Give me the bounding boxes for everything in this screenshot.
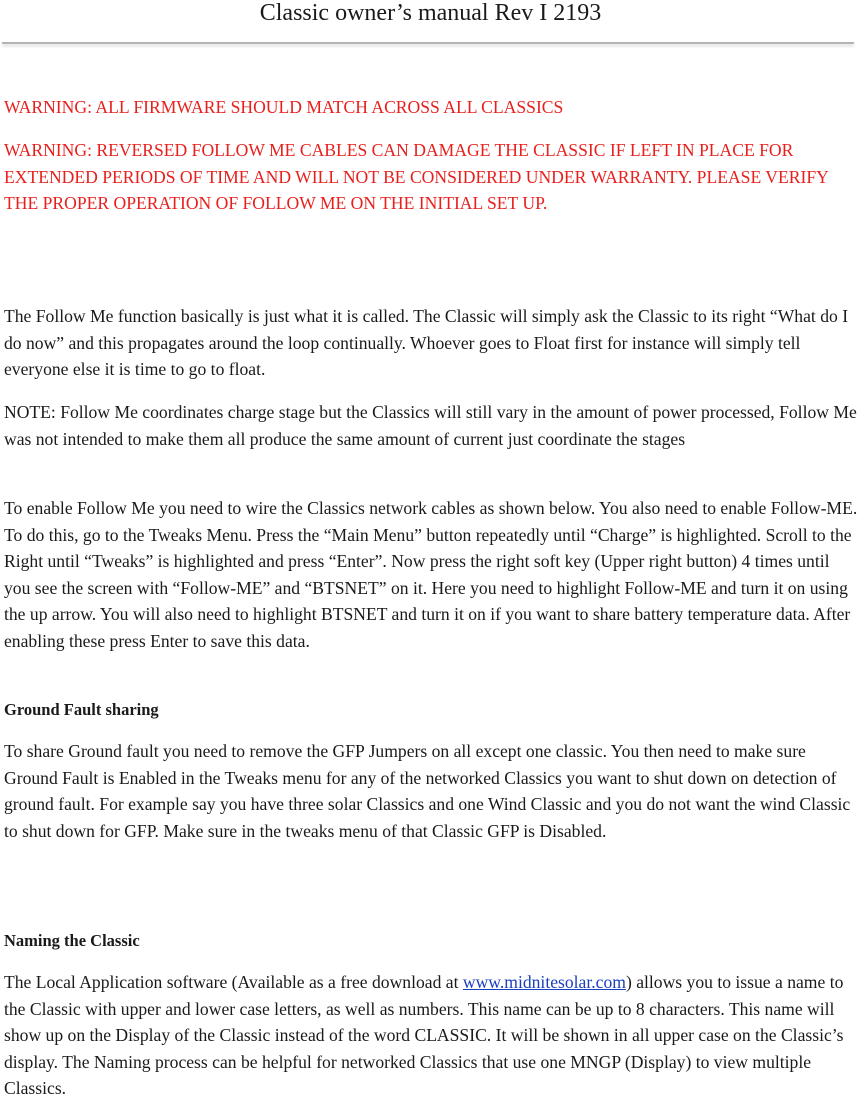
ground-fault-paragraph: To share Ground fault you need to remove the GFP Jumpers on all except one classic. You then need to make sure Ground Fault is Enabled in the Tweaks menu for any of the networked Classics you want to shut down on detection of ground fault. For example say you have three solar Classics and one Wind Classic and you do not want the wind Classic to shut down for GFP. Make sure in the tweaks menu of that Classic GFP is Disabled. — [4, 741, 851, 841]
follow-me-cable-warning: WARNING: REVERSED FOLLOW ME CABLES CAN DAMAGE THE CLASSIC IF LEFT IN PLACE FOR EXTENDED PERIODS OF TIME AND WILL NOT BE CONSIDERED UNDER WARRANTY. PLEASE VERIFY THE PROPER OPERATION OF FOLLOW ME ON THE INITIAL SET UP. — [4, 140, 829, 213]
follow-me-note-paragraph: NOTE: Follow Me coordinates charge stage but the Classics will still vary in the amount of power processed, Follow Me was not intended to make them all produce the same amount of current just coordinate the stages — [4, 402, 857, 449]
ground-fault-heading: Ground Fault sharing — [4, 700, 159, 719]
title-divider — [2, 42, 854, 44]
follow-me-intro-paragraph: The Follow Me function basically is just what it is called. The Classic will simply ask the Classic to its right “What do I do now” and this propagates around the loop continually. Whoever goes to Float first for instance will simply tell everyone else it is time to go to float. — [4, 306, 849, 379]
page-title: Classic owner’s manual Rev I 2193 — [259, 0, 602, 26]
naming-heading: Naming the Classic — [4, 931, 140, 950]
naming-text-start: The Local Application software (Available as a free download at — [4, 972, 463, 992]
naming-paragraph — [4, 969, 859, 1102]
enable-follow-me-paragraph: To enable Follow Me you need to wire the Classics network cables as shown below. You also need to enable Follow-ME. To do this, go to the Tweaks Menu. Press the “Main Menu” button repeatedly until “Charge” is highlighted. Scroll to the Right until “Tweaks” is highlighted and press “Enter”. Now press the right soft key (Upper right button) 4 times until you see the screen with “Follow-ME” and “BTSNET” on it. Here you need to highlight Follow-ME and turn it on using the up arrow. You will also need to highlight BTSNET and turn it on if you want to share battery temperature data. After enabling these press Enter to save this data. — [4, 498, 858, 651]
firmware-warning: WARNING: ALL FIRMWARE SHOULD MATCH ACROSS ALL CLASSICS — [4, 97, 564, 117]
naming-text-end: ) allows you to issue a name to the Classic with upper and lower case letters, as well as numbers. This name can be up to 8 characters. This name will show up on the Display of the Classic instead of the word CLASSIC. It will be shown in all upper case on the Classic’s display. The Naming process can be helpful for networked Classics that use one MNGP (Display) to view multiple Classics. — [4, 972, 844, 1098]
midnitesolar-link[interactable]: www.midnitesolar.com — [462, 972, 626, 992]
